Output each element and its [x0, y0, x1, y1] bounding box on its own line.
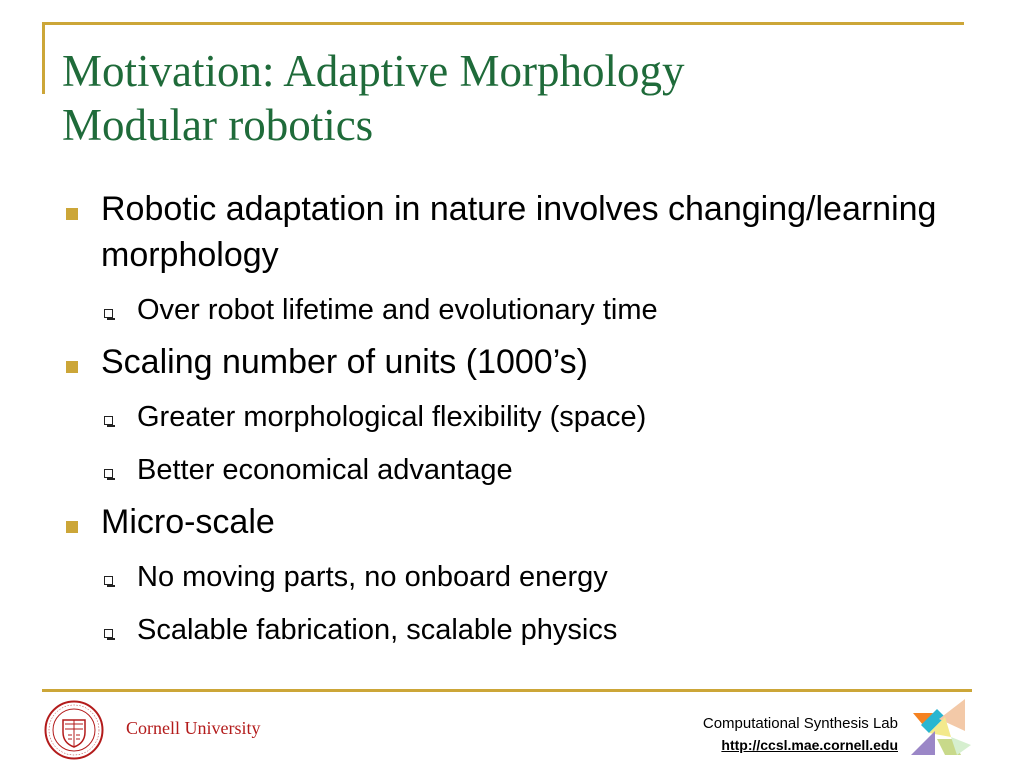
square-bullet-icon [66, 361, 78, 373]
sub-bullet-text: Over robot lifetime and evolutionary time [137, 294, 658, 326]
cornell-seal-icon [44, 700, 104, 760]
hollow-square-bullet-icon [104, 416, 113, 425]
sub-bullet-item [62, 449, 962, 491]
top-rule [42, 22, 964, 25]
bullet-item [62, 186, 962, 278]
sub-bullet-text: No moving parts, no onboard energy [137, 561, 608, 593]
bullet-item [62, 499, 962, 545]
title-line-1: Motivation: Adaptive Morphology [62, 46, 685, 96]
sub-bullet-text: Scalable fabrication, scalable physics [137, 614, 618, 646]
sub-bullet-item [62, 556, 962, 598]
sub-bullet-item [62, 396, 962, 438]
bullet-list [62, 186, 962, 651]
sub-bullet-text: Greater morphological flexibility (space) [137, 401, 647, 433]
sub-bullet-text: Better economical advantage [137, 454, 513, 486]
bullet-item [62, 339, 962, 385]
bullet-text: Robotic adaptation in nature involves changing/learning morphology [101, 190, 937, 274]
sub-bullet-item [62, 609, 962, 651]
lab-name: Computational Synthesis Lab [702, 715, 898, 732]
tangram-logo-icon [907, 697, 973, 759]
title-line-2: Modular robotics [62, 100, 374, 150]
bullet-text: Scaling number of units (1000’s) [101, 343, 588, 381]
footer-rule [42, 689, 972, 692]
bullet-text: Micro-scale [101, 503, 275, 541]
left-rule [42, 22, 45, 94]
square-bullet-icon [66, 208, 78, 220]
sub-bullet-item [62, 289, 962, 331]
square-bullet-icon [66, 521, 78, 533]
hollow-square-bullet-icon [104, 576, 113, 585]
lab-url-link[interactable]: http://ccsl.mae.cornell.edu [721, 737, 898, 753]
hollow-square-bullet-icon [104, 469, 113, 478]
hollow-square-bullet-icon [104, 629, 113, 638]
university-name: Cornell University [126, 718, 261, 738]
slide-title [62, 44, 962, 152]
hollow-square-bullet-icon [104, 309, 113, 318]
